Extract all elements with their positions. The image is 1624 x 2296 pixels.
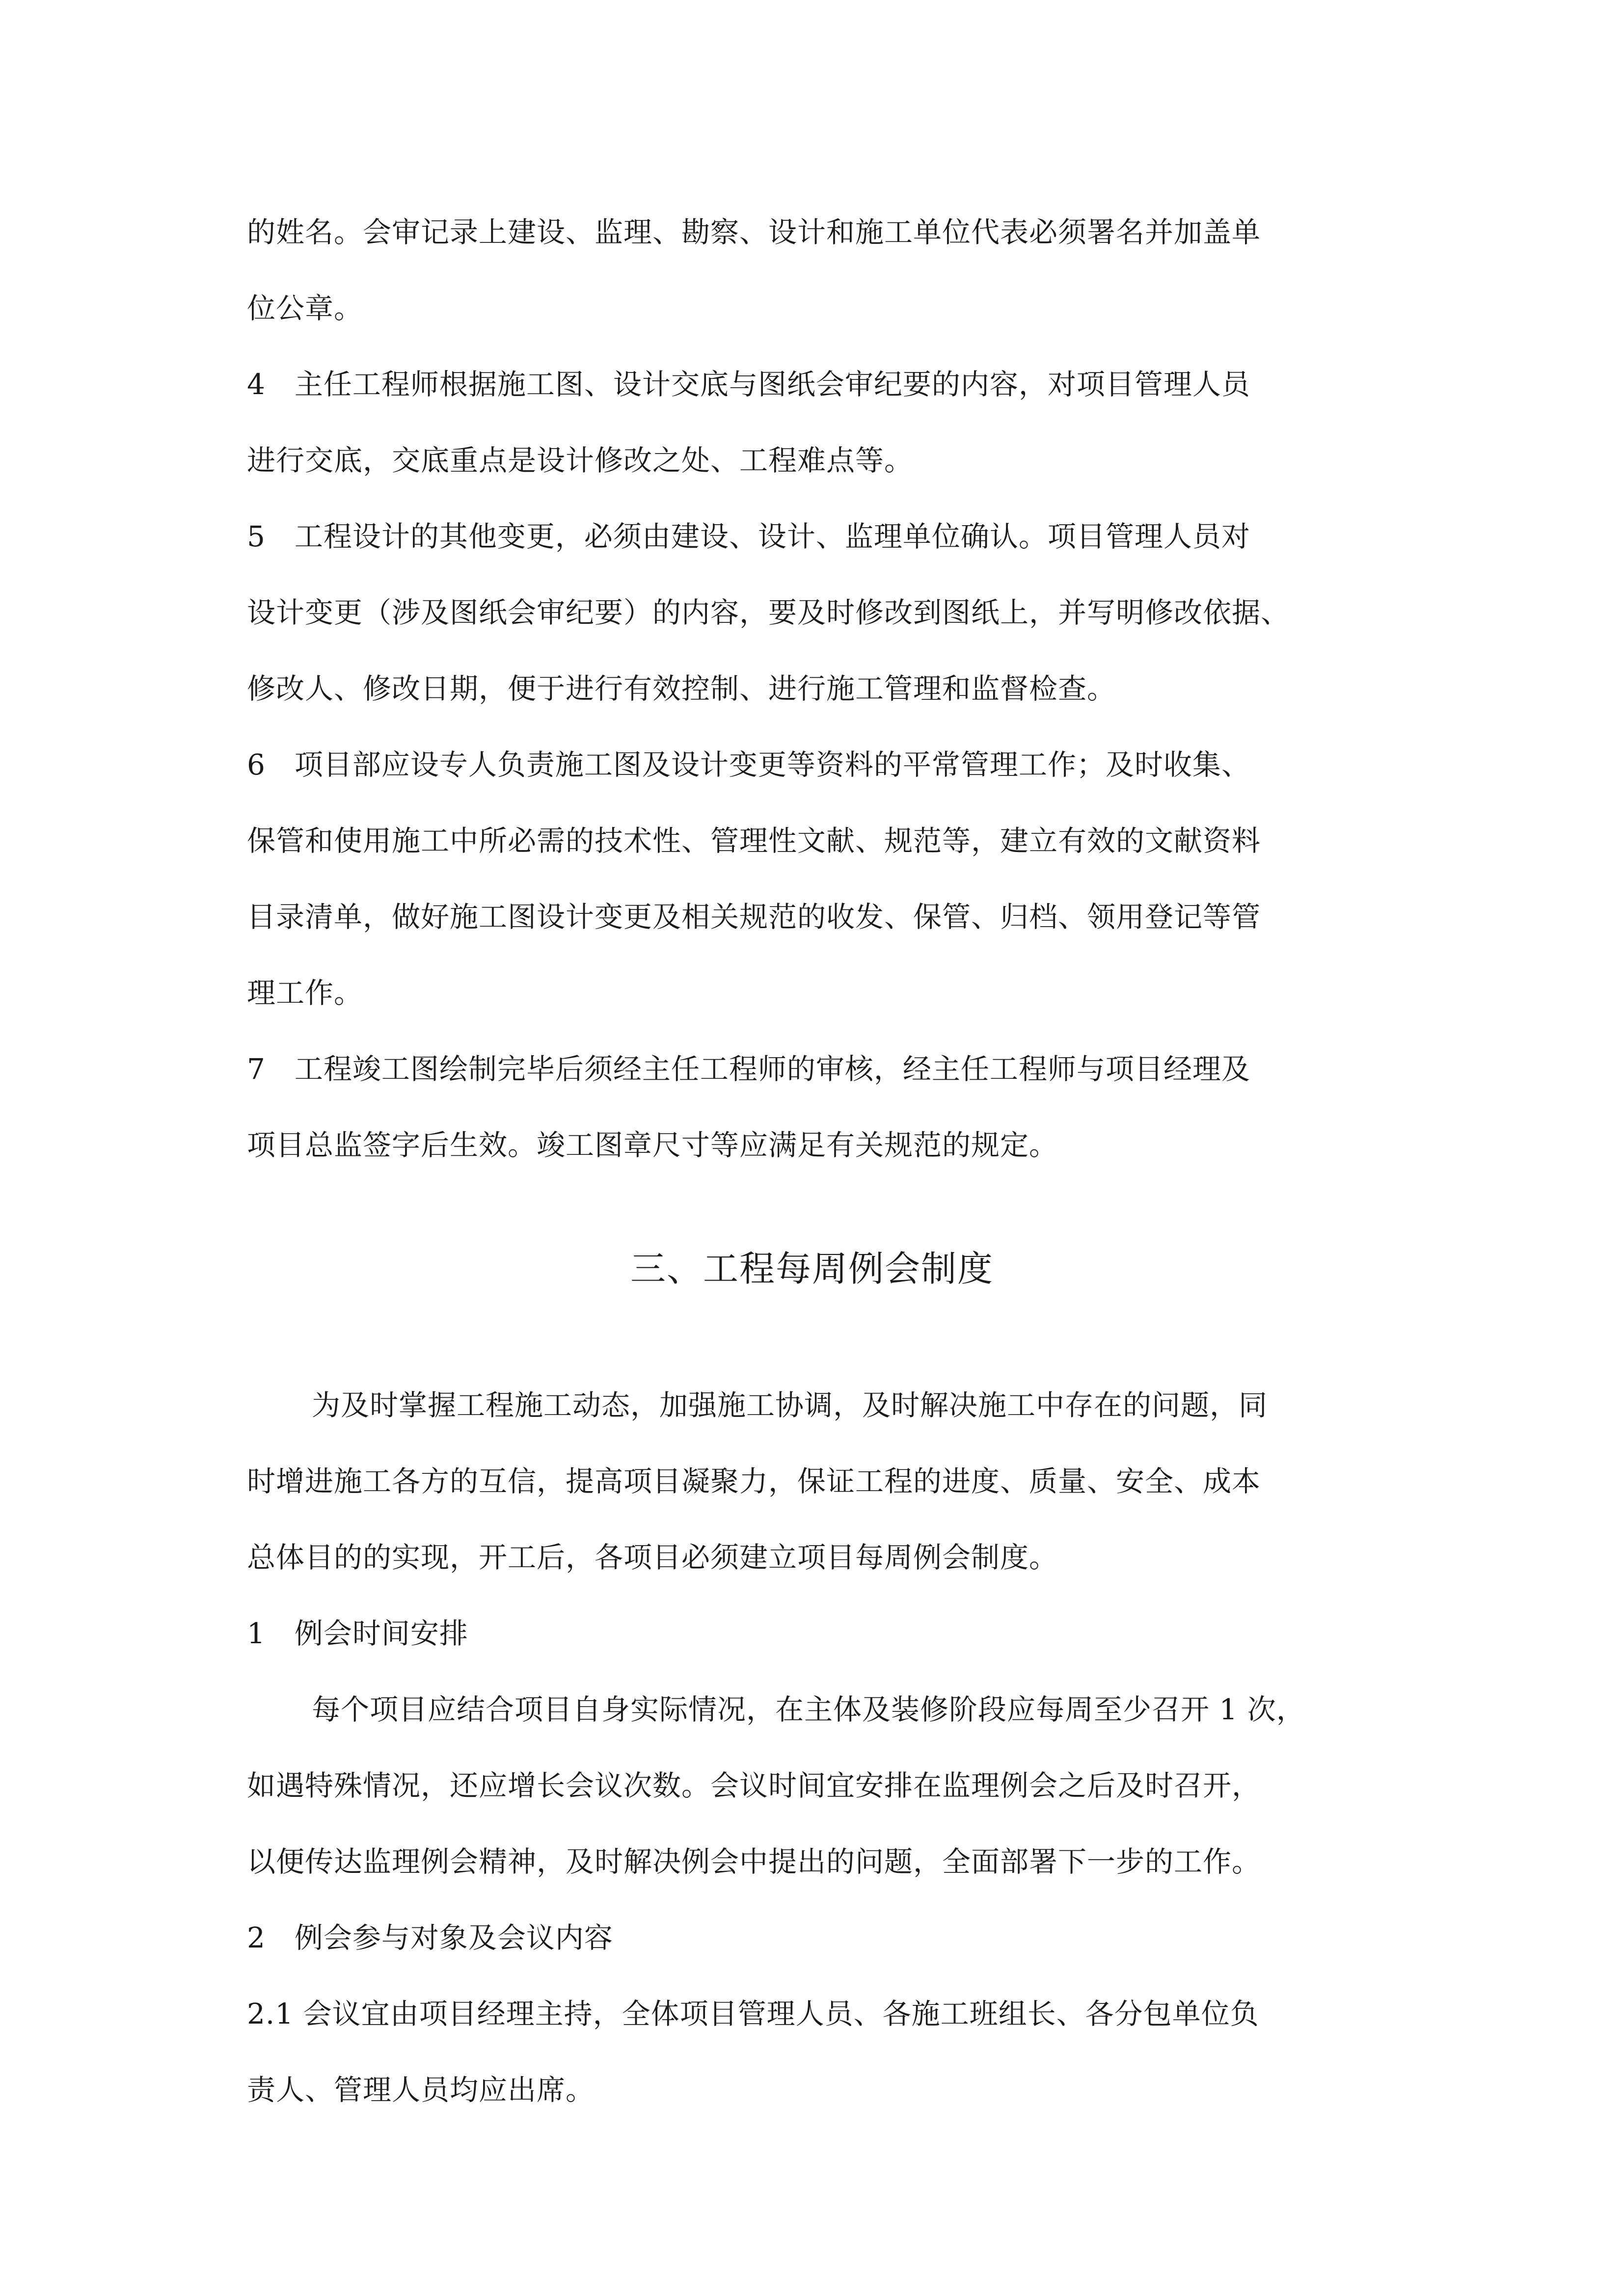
text-line: 为及时掌握工程施工动态，加强施工协调，及时解决施工中存在的问题，同 [312,1388,1268,1422]
text-line: 设计变更（涉及图纸会审纪要）的内容，要及时修改到图纸上，并写明修改依据、 [247,596,1290,629]
text-line: 以便传达监理例会精神，及时解决例会中提出的问题，全面部署下一步的工作。 [247,1845,1261,1878]
text-line: 进行交底，交底重点是设计修改之处、工程难点等。 [247,444,914,477]
text-line: 2 例会参与对象及会议内容 [247,1921,613,1954]
text-line: 时增进施工各方的互信，提高项目凝聚力，保证工程的进度、质量、安全、成本 [247,1465,1261,1498]
text-line: 5 工程设计的其他变更，必须由建设、设计、监理单位确认。项目管理人员对 [247,520,1250,553]
text-line: 保管和使用施工中所必需的技术性、管理性文献、规范等，建立有效的文献资料 [247,824,1261,857]
text-line: 的姓名。会审记录上建设、监理、勘察、设计和施工单位代表必须署名并加盖单 [247,215,1261,249]
section-title: 三、工程每周例会制度 [630,1248,994,1289]
text-line: 6 项目部应设专人负责施工图及设计变更等资料的平常管理工作；及时收集、 [247,748,1250,781]
text-line: 修改人、修改日期，便于进行有效控制、进行施工管理和监督检查。 [247,672,1116,705]
text-line: 目录清单，做好施工图设计变更及相关规范的收发、保管、归档、领用登记等管 [247,900,1261,934]
text-line: 责人、管理人员均应出席。 [247,2073,595,2107]
text-line: 4 主任工程师根据施工图、设计交底与图纸会审纪要的内容，对项目管理人员 [247,368,1250,401]
text-line: 理工作。 [247,976,363,1010]
text-line: 项目总监签字后生效。竣工图章尺寸等应满足有关规范的规定。 [247,1128,1058,1162]
text-line: 2.1 会议宜由项目经理主持，全体项目管理人员、各施工班组长、各分包单位负 [247,1997,1259,2030]
text-line: 总体目的的实现，开工后，各项目必须建立项目每周例会制度。 [247,1541,1058,1574]
text-line: 如遇特殊情况，还应增长会议次数。会议时间宜安排在监理例会之后及时召开， [247,1769,1261,1802]
text-line: 位公章。 [247,292,363,325]
text-line: 1 例会时间安排 [247,1617,468,1650]
text-line: 每个项目应结合项目自身实际情况，在主体及装修阶段应每周至少召开 1 次， [312,1693,1305,1726]
text-line: 7 工程竣工图绘制完毕后须经主任工程师的审核，经主任工程师与项目经理及 [247,1052,1250,1086]
